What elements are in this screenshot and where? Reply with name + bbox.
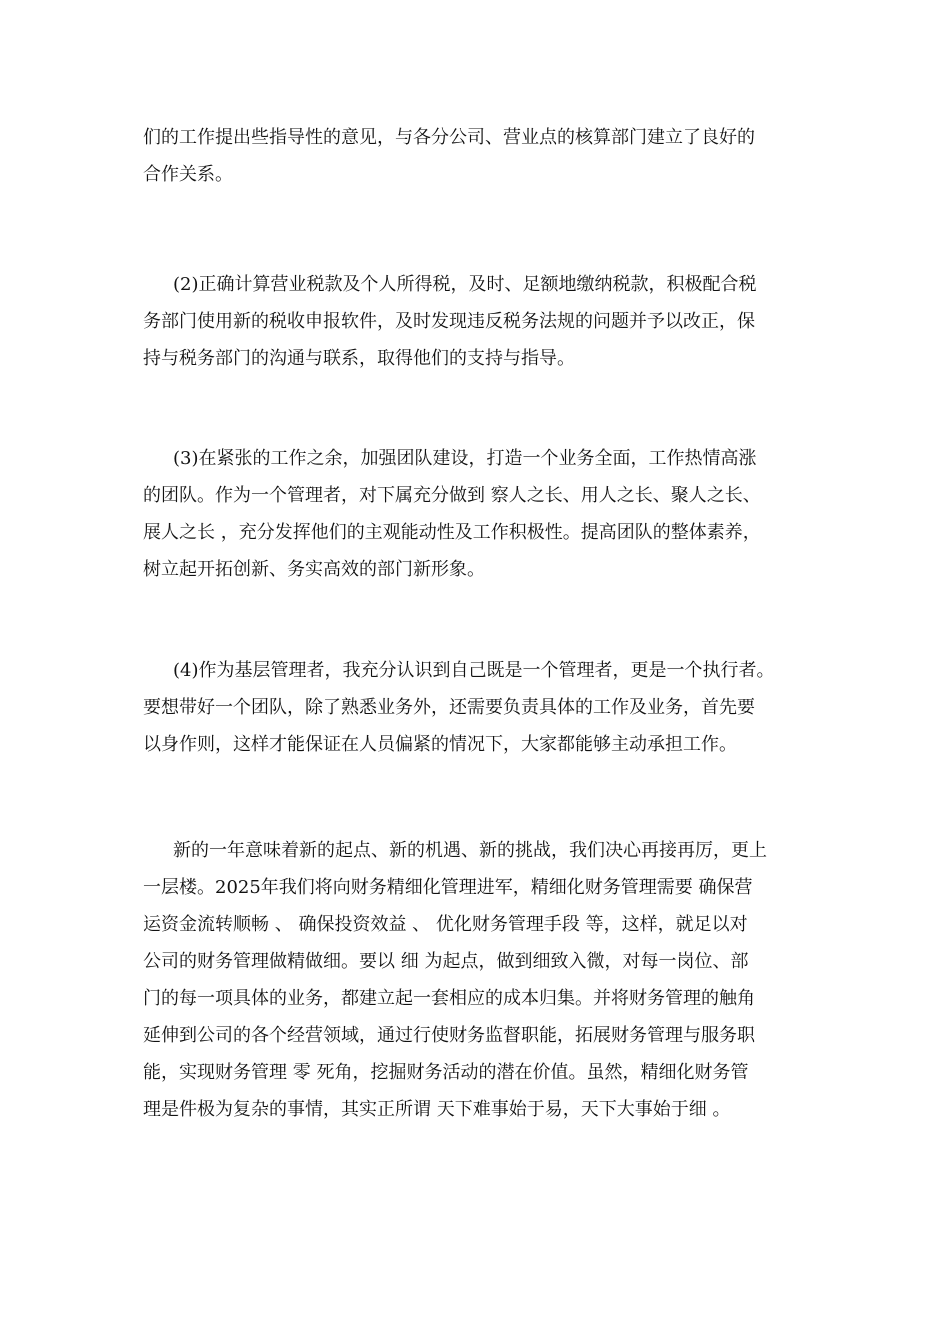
text-line: 合作关系。	[143, 164, 233, 185]
text-line: 运资金流转顺畅 、 确保投资效益 、 优化财务管理手段 等，这样，就足以对	[143, 914, 748, 935]
text-line: 门的每一项具体的业务，都建立起一套相应的成本归集。并将财务管理的触角	[143, 988, 755, 1009]
text-line: 树立起开拓创新、务实高效的部门新形象。	[143, 559, 485, 580]
text-line: (3)在紧张的工作之余，加强团队建设，打造一个业务全面，工作热情高涨	[173, 448, 757, 469]
text-line: (2)正确计算营业税款及个人所得税，及时、足额地缴纳税款，积极配合税	[173, 274, 757, 295]
text-line: 们的工作提出些指导性的意见，与各分公司、营业点的核算部门建立了良好的	[143, 127, 755, 148]
text-line: 展人之长 ，充分发挥他们的主观能动性及工作积极性。提高团队的整体素养，	[143, 522, 761, 543]
paragraph-item-2	[143, 266, 813, 377]
text-line: 延伸到公司的各个经营领域，通过行使财务监督职能，拓展财务管理与服务职	[143, 1025, 755, 1046]
text-line: (4)作为基层管理者，我充分认识到自己既是一个管理者，更是一个执行者。	[173, 660, 775, 681]
text-line: 一层楼。2025年我们将向财务精细化管理进军，精细化财务管理需要 确保营	[143, 877, 753, 898]
text-line: 的团队。作为一个管理者，对下属充分做到 察人之长、用人之长、聚人之长、	[143, 485, 761, 506]
text-line: 持与税务部门的沟通与联系，取得他们的支持与指导。	[143, 348, 575, 369]
text-line: 公司的财务管理做精做细。要以 细 为起点，做到细致入微，对每一岗位、部	[143, 951, 749, 972]
text-line: 务部门使用新的税收申报软件，及时发现违反税务法规的问题并予以改正，保	[143, 311, 755, 332]
text-line: 能，实现财务管理 零 死角，挖掘财务活动的潜在价值。虽然，精细化财务管	[143, 1062, 749, 1083]
paragraph-cooperation	[143, 119, 813, 193]
text-line: 理是件极为复杂的事情，其实正所谓 天下难事始于易，天下大事始于细 。	[143, 1099, 731, 1120]
text-line: 以身作则，这样才能保证在人员偏紧的情况下，大家都能够主动承担工作。	[143, 734, 737, 755]
text-line: 新的一年意味着新的起点、新的机遇、新的挑战，我们决心再接再厉，更上	[173, 840, 767, 861]
paragraph-item-3	[143, 440, 813, 588]
paragraph-new-year-plan	[143, 832, 813, 1128]
paragraph-item-4	[143, 652, 813, 763]
text-line: 要想带好一个团队，除了熟悉业务外，还需要负责具体的工作及业务，首先要	[143, 697, 755, 718]
